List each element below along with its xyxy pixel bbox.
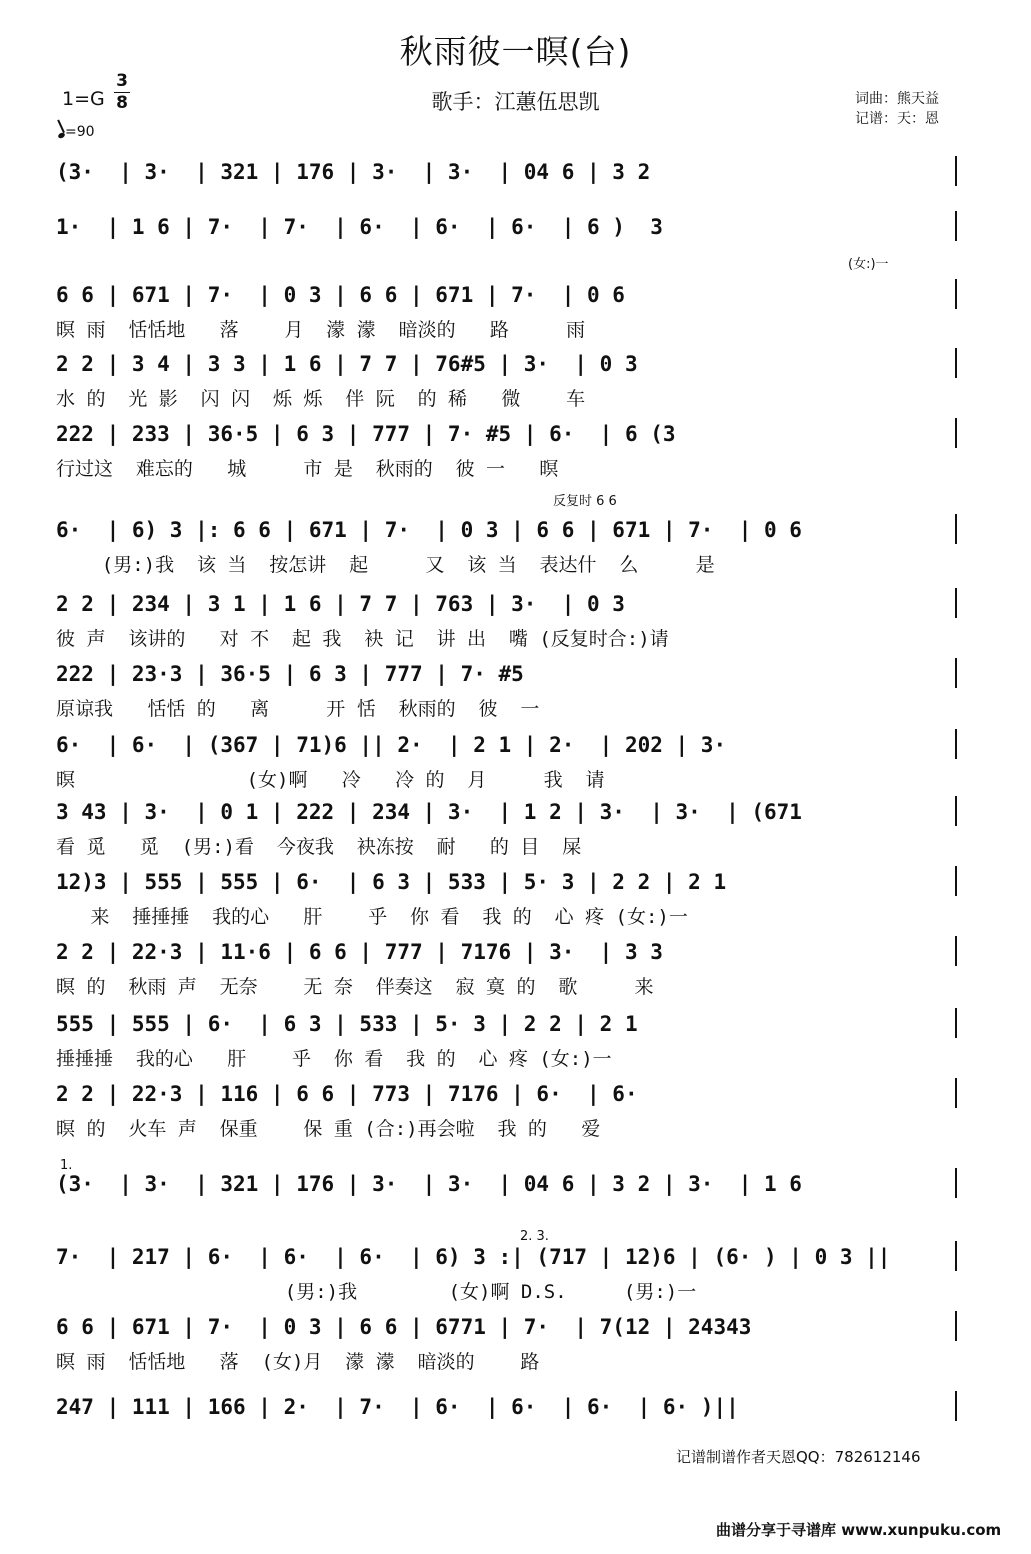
notation-line: (3· | 3· | 321 | 176 | 3· | 3· | 04 6 | 3 2 | 3· | 1 6 bbox=[56, 1172, 802, 1196]
time-signature bbox=[114, 72, 130, 113]
barline bbox=[955, 588, 957, 618]
notation-line: 6 6 | 671 | 7· | 0 3 | 6 6 | 671 | 7· | 0 6 bbox=[56, 283, 625, 307]
barline bbox=[955, 348, 957, 378]
annotation: (女:)一 bbox=[848, 257, 889, 272]
notation-line: 7· | 217 | 6· | 6· | 6· | 6) 3 :| (717 | 12)6 | (6· ) | 0 3 || bbox=[56, 1245, 891, 1269]
notation-line: 1· | 1 6 | 7· | 7· | 6· | 6· | 6· | 6 ) 3 bbox=[56, 215, 663, 239]
transcriber-note: 记谱制谱作者天恩QQ：782612146 bbox=[676, 1448, 921, 1466]
barline bbox=[955, 1008, 957, 1038]
song-title: 秋雨彼一暝(台) bbox=[399, 32, 632, 71]
lyricist-composer: 词曲：熊天益 bbox=[855, 91, 939, 107]
barline bbox=[955, 1168, 957, 1198]
lyrics-line: (男:)我 (女)啊 D.S. (男:)一 bbox=[56, 1281, 697, 1303]
notation-line: 2 2 | 22·3 | 11·6 | 6 6 | 777 | 7176 | 3· | 3 3 bbox=[56, 940, 663, 964]
barline bbox=[955, 418, 957, 448]
barline bbox=[955, 514, 957, 544]
notation-line: 6 6 | 671 | 7· | 0 3 | 6 6 | 6771 | 7· | 7(12 | 24343 bbox=[56, 1315, 752, 1339]
lyrics-line: 暝 (女)啊 冷 冷 的 月 我 请 bbox=[56, 769, 605, 791]
notation-line: 247 | 111 | 166 | 2· | 7· | 6· | 6· | 6· | 6· )|| bbox=[56, 1395, 739, 1419]
time-signature-bottom: 8 bbox=[116, 93, 128, 113]
lyrics-line: 暝 雨 恬恬地 落 月 濛 濛 暗淡的 路 雨 bbox=[56, 319, 586, 341]
transcriber-credit: 记谱：天：恩 bbox=[855, 111, 939, 127]
notation-line: 2 2 | 3 4 | 3 3 | 1 6 | 7 7 | 76#5 | 3· | 0 3 bbox=[56, 352, 638, 376]
annotation: 反复时 6 6 bbox=[553, 494, 617, 509]
notation-line: (3· | 3· | 321 | 176 | 3· | 3· | 04 6 | 3 2 bbox=[56, 160, 651, 184]
notation-line: 12)3 | 555 | 555 | 6· | 6 3 | 533 | 5· 3 | 2 2 | 2 1 bbox=[56, 870, 727, 894]
barline bbox=[955, 729, 957, 759]
key-signature: 1=G bbox=[62, 88, 105, 110]
notation-line: 2 2 | 234 | 3 1 | 1 6 | 7 7 | 763 | 3· | 0 3 bbox=[56, 592, 625, 616]
barline bbox=[955, 211, 957, 241]
barline bbox=[955, 936, 957, 966]
notation-line: 6· | 6· | (367 | 71)6 || 2· | 2 1 | 2· | 202 | 3· bbox=[56, 733, 727, 757]
barline bbox=[955, 866, 957, 896]
barline bbox=[955, 279, 957, 309]
notation-line: 2 2 | 22·3 | 116 | 6 6 | 773 | 7176 | 6· | 6· bbox=[56, 1082, 638, 1106]
barline bbox=[955, 156, 957, 186]
lyrics-line: 暝 的 火车 声 保重 保 重 (合:)再会啦 我 的 爱 bbox=[56, 1118, 601, 1140]
lyrics-line: 暝 雨 恬恬地 落 (女)月 濛 濛 暗淡的 路 bbox=[56, 1351, 540, 1373]
notation-line: 555 | 555 | 6· | 6 3 | 533 | 5· 3 | 2 2 | 2 1 bbox=[56, 1012, 638, 1036]
notation-line: 3 43 | 3· | 0 1 | 222 | 234 | 3· | 1 2 | 3· | 3· | (671 bbox=[56, 800, 802, 824]
barline bbox=[955, 1241, 957, 1271]
lyrics-line: 原谅我 恬恬 的 离 开 恬 秋雨的 彼 一 bbox=[56, 698, 540, 720]
barline bbox=[955, 1078, 957, 1108]
lyrics-line: (男:)我 该 当 按怎讲 起 又 该 当 表达什 么 是 bbox=[56, 554, 715, 576]
barline bbox=[955, 1391, 957, 1421]
notation-line: 6· | 6) 3 |: 6 6 | 671 | 7· | 0 3 | 6 6 | 671 | 7· | 0 6 bbox=[56, 518, 802, 542]
lyrics-line: 行过这 难忘的 城 市 是 秋雨的 彼 一 暝 bbox=[56, 458, 559, 480]
barline bbox=[955, 1311, 957, 1341]
annotation: 2. 3. bbox=[520, 1229, 549, 1244]
watermark: 曲谱分享于寻谱库 www.xunpuku.com bbox=[716, 1521, 1002, 1539]
lyrics-line: 看 觅 觅 (男:)看 今夜我 袂冻按 耐 的 目 屎 bbox=[56, 836, 582, 858]
singer-label: 歌手：江蕙伍思凯 bbox=[431, 90, 600, 114]
barline bbox=[955, 658, 957, 688]
notation-line: 222 | 233 | 36·5 | 6 3 | 777 | 7· #5 | 6· | 6 (3 bbox=[56, 422, 676, 446]
time-signature-top: 3 bbox=[116, 71, 128, 91]
lyrics-line: 水 的 光 影 闪 闪 烁 烁 伴 阮 的 稀 微 车 bbox=[56, 388, 586, 410]
barline bbox=[955, 796, 957, 826]
lyrics-line: 捶捶捶 我的心 肝 乎 你 看 我 的 心 疼 (女:)一 bbox=[56, 1048, 612, 1070]
lyrics-line: 来 捶捶捶 我的心 肝 乎 你 看 我 的 心 疼 (女:)一 bbox=[56, 906, 688, 928]
notation-line: 222 | 23·3 | 36·5 | 6 3 | 777 | 7· #5 bbox=[56, 662, 524, 686]
lyrics-line: 彼 声 该讲的 对 不 起 我 袂 记 讲 出 嘴 (反复时合:)请 bbox=[56, 628, 669, 650]
lyrics-line: 暝 的 秋雨 声 无奈 无 奈 伴奏这 寂 寞 的 歌 来 bbox=[56, 976, 654, 998]
annotation: 1. bbox=[60, 1158, 73, 1173]
tempo-marking: =90 bbox=[58, 124, 95, 140]
